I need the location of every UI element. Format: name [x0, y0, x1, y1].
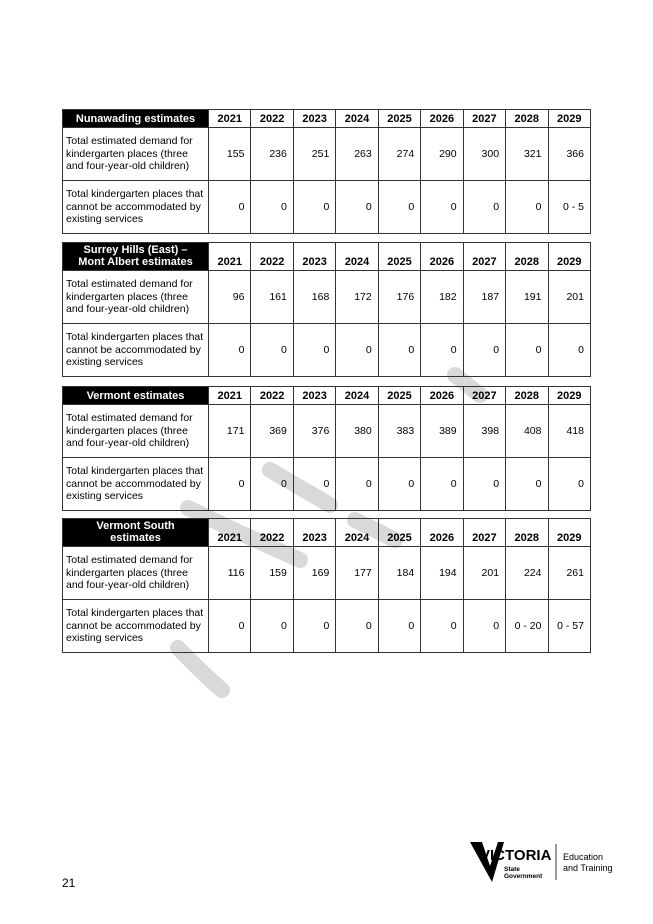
cell-value: 0 — [336, 324, 378, 377]
cell-value: 398 — [463, 405, 505, 458]
cell-value: 176 — [378, 271, 420, 324]
cell-value: 0 — [209, 600, 251, 653]
year-header: 2029 — [548, 110, 591, 128]
year-header: 2021 — [209, 387, 251, 405]
cell-value: 261 — [548, 547, 591, 600]
year-header: 2024 — [336, 243, 378, 271]
year-header: 2023 — [293, 110, 335, 128]
logo-government: Government — [504, 873, 543, 880]
cell-value: 0 — [293, 324, 335, 377]
cell-value: 369 — [251, 405, 293, 458]
year-header: 2022 — [251, 243, 293, 271]
year-header: 2028 — [506, 519, 548, 547]
year-header: 2027 — [463, 519, 505, 547]
year-header: 2029 — [548, 519, 591, 547]
cell-value: 376 — [293, 405, 335, 458]
cell-value: 182 — [421, 271, 463, 324]
table-title-line: Vermont estimates — [86, 390, 185, 402]
year-header: 2021 — [209, 243, 251, 271]
cell-value: 0 — [336, 458, 378, 511]
cell-value: 0 — [293, 181, 335, 234]
cell-value: 0 — [293, 600, 335, 653]
row-label: Total kindergarten places that cannot be accommodated by existing services — [63, 181, 209, 234]
table-row — [63, 547, 591, 600]
table-row — [63, 324, 591, 377]
cell-value: 408 — [506, 405, 548, 458]
cell-value: 0 — [463, 181, 505, 234]
cell-value: 274 — [378, 128, 420, 181]
cell-value: 0 — [251, 181, 293, 234]
cell-value: 0 — [548, 458, 591, 511]
year-header: 2021 — [209, 110, 251, 128]
year-header: 2028 — [506, 387, 548, 405]
cell-value: 161 — [251, 271, 293, 324]
cell-value: 169 — [293, 547, 335, 600]
cell-value: 0 — [421, 458, 463, 511]
cell-value: 96 — [209, 271, 251, 324]
cell-value: 0 — [251, 458, 293, 511]
table-row — [63, 458, 591, 511]
cell-value: 171 — [209, 405, 251, 458]
year-header: 2027 — [463, 243, 505, 271]
table-row — [63, 600, 591, 653]
year-header: 2022 — [251, 110, 293, 128]
table-title-line: estimates — [110, 532, 161, 544]
cell-value: 0 — [463, 600, 505, 653]
table-title-line: Mont Albert estimates — [78, 256, 193, 268]
table-header-row — [63, 387, 591, 405]
row-label: Total kindergarten places that cannot be accommodated by existing services — [63, 458, 209, 511]
cell-value: 366 — [548, 128, 591, 181]
year-header: 2023 — [293, 519, 335, 547]
year-header: 2029 — [548, 387, 591, 405]
cell-value: 0 — [209, 458, 251, 511]
cell-value: 383 — [378, 405, 420, 458]
cell-value: 300 — [463, 128, 505, 181]
year-header: 2027 — [463, 387, 505, 405]
cell-value: 0 - 57 — [548, 600, 591, 653]
year-header: 2023 — [293, 387, 335, 405]
cell-value: 0 - 20 — [506, 600, 548, 653]
cell-value: 0 — [506, 181, 548, 234]
row-label: Total kindergarten places that cannot be accommodated by existing services — [63, 324, 209, 377]
cell-value: 0 — [293, 458, 335, 511]
cell-value: 224 — [506, 547, 548, 600]
year-header: 2022 — [251, 387, 293, 405]
row-label: Total estimated demand for kindergarten places (three and four-year-old children) — [63, 271, 209, 324]
year-header: 2025 — [378, 519, 420, 547]
cell-value: 0 — [421, 181, 463, 234]
year-header: 2025 — [378, 243, 420, 271]
year-header: 2023 — [293, 243, 335, 271]
year-header: 2026 — [421, 519, 463, 547]
row-label: Total kindergarten places that cannot be accommodated by existing services — [63, 600, 209, 653]
vermont-south-estimates-table — [62, 518, 591, 653]
year-header: 2021 — [209, 519, 251, 547]
cell-value: 0 — [421, 324, 463, 377]
cell-value: 0 - 5 — [548, 181, 591, 234]
year-header: 2029 — [548, 243, 591, 271]
cell-value: 0 — [378, 324, 420, 377]
year-header: 2026 — [421, 243, 463, 271]
cell-value: 236 — [251, 128, 293, 181]
table-title-line: Vermont South — [96, 520, 175, 532]
cell-value: 172 — [336, 271, 378, 324]
cell-value: 0 — [251, 600, 293, 653]
cell-value: 0 — [506, 324, 548, 377]
table-title — [63, 387, 209, 405]
logo-dept-line2: and Training — [563, 863, 613, 873]
year-header: 2025 — [378, 387, 420, 405]
logo-dept-line1: Education — [563, 852, 604, 862]
cell-value: 191 — [506, 271, 548, 324]
cell-value: 0 — [209, 181, 251, 234]
cell-value: 184 — [378, 547, 420, 600]
row-label: Total estimated demand for kindergarten places (three and four-year-old children) — [63, 547, 209, 600]
year-header: 2022 — [251, 519, 293, 547]
row-label: Total estimated demand for kindergarten places (three and four-year-old children) — [63, 128, 209, 181]
cell-value: 389 — [421, 405, 463, 458]
year-header: 2028 — [506, 243, 548, 271]
table-title — [63, 519, 209, 547]
table-title — [63, 243, 209, 271]
year-header: 2026 — [421, 110, 463, 128]
vermont-estimates-table — [62, 386, 591, 511]
cell-value: 0 — [548, 324, 591, 377]
table-title — [63, 110, 209, 128]
cell-value: 201 — [548, 271, 591, 324]
cell-value: 321 — [506, 128, 548, 181]
table-row — [63, 405, 591, 458]
cell-value: 380 — [336, 405, 378, 458]
logo-brand: VICTORIA — [480, 847, 552, 864]
cell-value: 159 — [251, 547, 293, 600]
table-row — [63, 128, 591, 181]
cell-value: 177 — [336, 547, 378, 600]
cell-value: 155 — [209, 128, 251, 181]
cell-value: 168 — [293, 271, 335, 324]
cell-value: 0 — [336, 181, 378, 234]
cell-value: 0 — [378, 600, 420, 653]
page-number: 21 — [62, 876, 76, 890]
cell-value: 0 — [421, 600, 463, 653]
cell-value: 116 — [209, 547, 251, 600]
table-row — [63, 181, 591, 234]
cell-value: 0 — [378, 181, 420, 234]
year-header: 2024 — [336, 387, 378, 405]
victoria-state-government-logo — [468, 838, 628, 888]
cell-value: 187 — [463, 271, 505, 324]
year-header: 2027 — [463, 110, 505, 128]
surrey-hills-east-mont-albert-estimates-table — [62, 242, 591, 377]
cell-value: 290 — [421, 128, 463, 181]
year-header: 2024 — [336, 519, 378, 547]
table-header-row — [63, 110, 591, 128]
cell-value: 0 — [209, 324, 251, 377]
cell-value: 0 — [251, 324, 293, 377]
cell-value: 251 — [293, 128, 335, 181]
year-header: 2028 — [506, 110, 548, 128]
nunawading-estimates-table — [62, 109, 591, 234]
cell-value: 0 — [378, 458, 420, 511]
year-header: 2024 — [336, 110, 378, 128]
logo-state: State — [504, 866, 520, 873]
cell-value: 263 — [336, 128, 378, 181]
table-header-row — [63, 243, 591, 271]
table-row — [63, 271, 591, 324]
cell-value: 0 — [506, 458, 548, 511]
cell-value: 418 — [548, 405, 591, 458]
table-title-line: Surrey Hills (East) – — [83, 244, 188, 256]
year-header: 2025 — [378, 110, 420, 128]
cell-value: 0 — [463, 324, 505, 377]
cell-value: 0 — [336, 600, 378, 653]
cell-value: 201 — [463, 547, 505, 600]
table-title-line: Nunawading estimates — [75, 113, 196, 125]
cell-value: 0 — [463, 458, 505, 511]
cell-value: 194 — [421, 547, 463, 600]
table-header-row — [63, 519, 591, 547]
year-header: 2026 — [421, 387, 463, 405]
row-label: Total estimated demand for kindergarten places (three and four-year-old children) — [63, 405, 209, 458]
